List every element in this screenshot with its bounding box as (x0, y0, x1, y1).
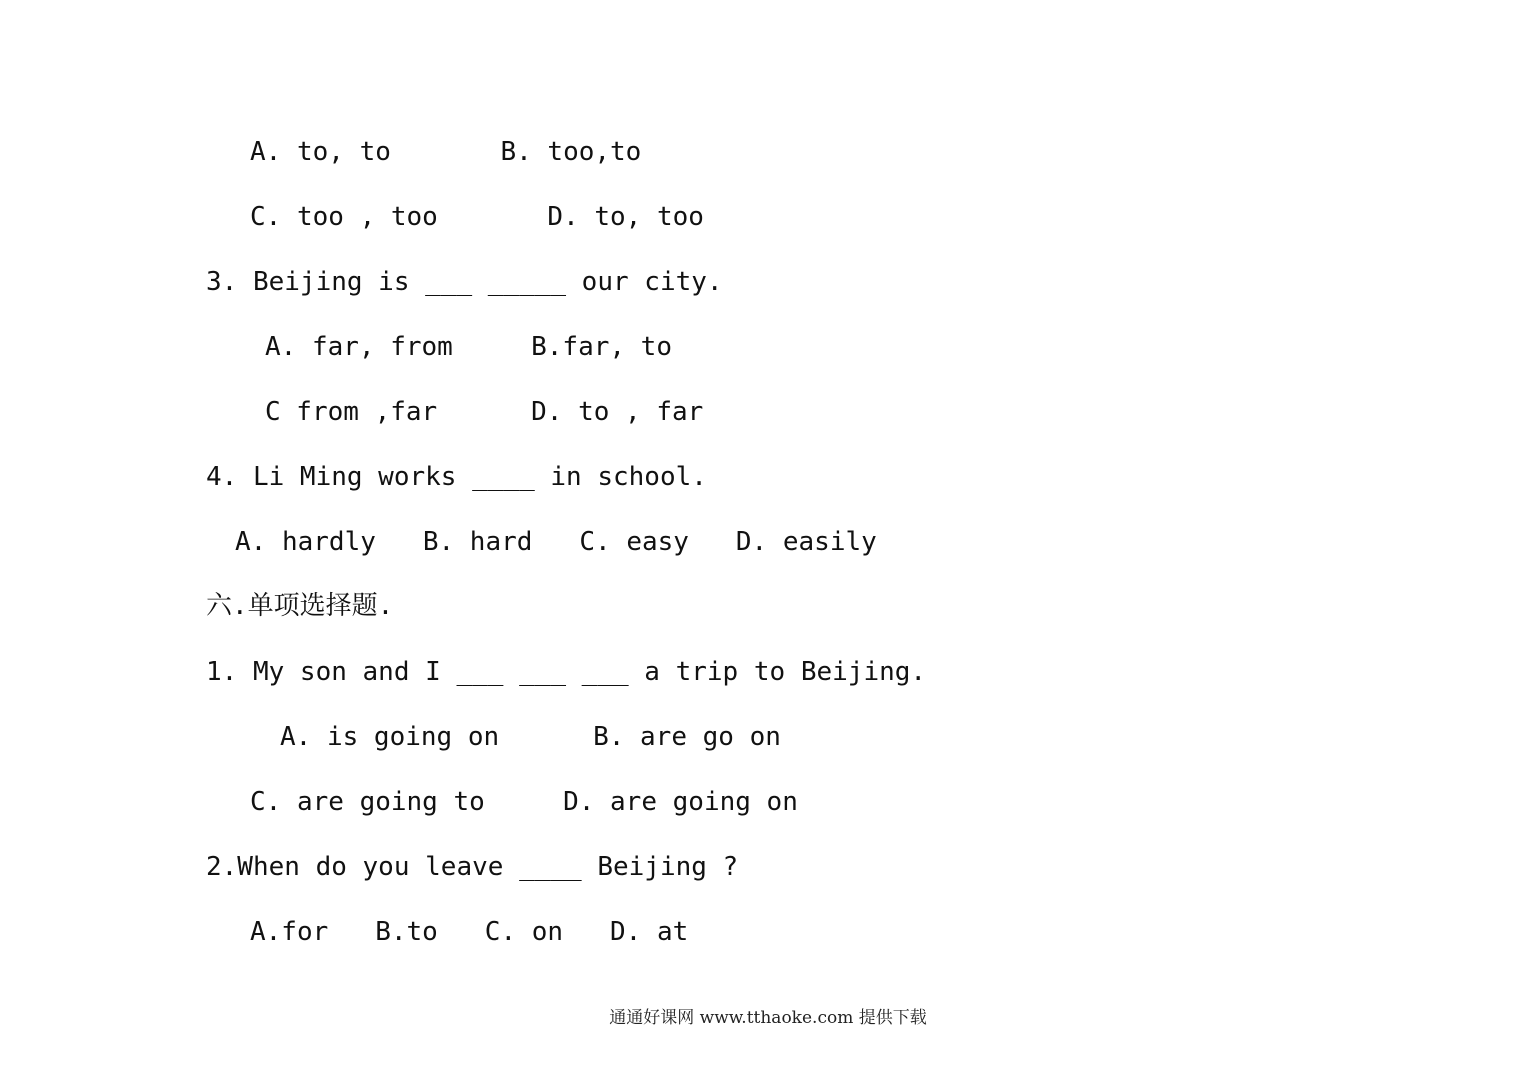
q3-options-cd: C from ,far D. to , far (265, 397, 704, 427)
s6-q1-question: 1. My son and I ___ ___ ___ a trip to Beijing. (206, 657, 927, 687)
q2-options-cd: C. too , too D. to, too (250, 202, 704, 232)
s6-q2-question: 2.When do you leave ____ Beijing ? (206, 852, 739, 882)
s6-q2-options: A.for B.to C. on D. at (250, 917, 689, 947)
section-six-heading: 六.单项选择题. (206, 591, 394, 621)
q3-question: 3. Beijing is ___ _____ our city. (206, 267, 723, 297)
q3-options-ab: A. far, from B.far, to (265, 332, 672, 362)
q4-options: A. hardly B. hard C. easy D. easily (235, 527, 877, 557)
q4-question: 4. Li Ming works ____ in school. (206, 462, 707, 492)
page-footer: 通通好课网 www.tthaoke.com 提供下载 (609, 1008, 927, 1028)
s6-q1-options-ab: A. is going on B. are go on (280, 722, 781, 752)
q2-options-ab: A. to, to B. too,to (250, 137, 642, 167)
s6-q1-options-cd: C. are going to D. are going on (250, 787, 798, 817)
